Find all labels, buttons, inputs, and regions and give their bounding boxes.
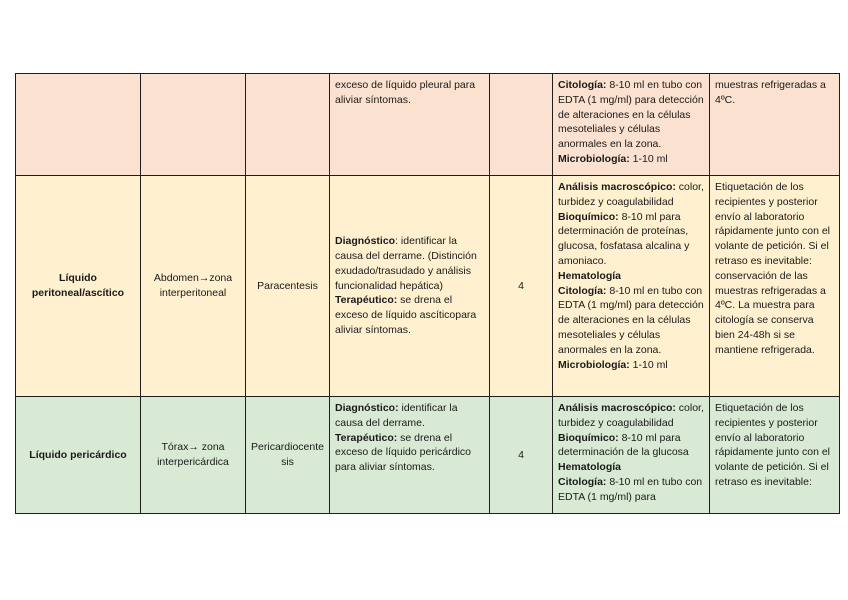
count-cell: 4	[490, 397, 553, 514]
purpose-cell	[330, 176, 490, 397]
location-cell: Tórax→ zona interpericárdica	[141, 397, 246, 514]
location-cell	[141, 74, 246, 176]
analysis-segment: Análisis macroscópico: color, turbidez y coagulabilidad	[558, 181, 704, 208]
fluid-name-cell: Líquido pericárdico	[16, 397, 141, 514]
analysis-segment: Análisis macroscópico: color, turbidez y coagulabilidad	[558, 402, 704, 429]
count-cell	[490, 74, 553, 176]
purpose-cell	[330, 74, 490, 176]
handling-cell: Etiquetación de los recipientes y posterior envío al laboratorio rápidamente junto con el volante de petición. Si el retraso es inevitable:	[710, 397, 840, 514]
purpose-segment: Terapéutico: se drena el exceso de líquido ascíticopara aliviar síntomas.	[335, 294, 477, 336]
purpose-segment: Diagnóstico: identificar la causa del derrame.	[335, 402, 458, 429]
analyses-cell	[553, 74, 710, 176]
analysis-segment: Microbiología: 1-10 ml	[558, 152, 668, 165]
analyses-cell	[553, 176, 710, 397]
purpose-segment: Terapéutico: se drena el exceso de líquido pericárdico para aliviar síntomas.	[335, 431, 471, 474]
technique-cell: Paracentesis	[246, 176, 330, 397]
analyses-cell	[553, 397, 710, 514]
table-row-peritoneal	[16, 176, 840, 397]
handling-cell: muestras refrigeradas a 4ºC.	[710, 74, 840, 176]
technique-cell: Pericardiocentesis	[246, 397, 330, 514]
purpose-segment: Diagnóstico: identificar la causa del derrame. (Distinción exudado/trasudado y análisis funcionalidad hepática)	[335, 235, 477, 292]
analysis-segment: Citología: 8-10 ml en tubo con EDTA (1 mg/ml) para detección de alteraciones en la células mesoteliales y células anormales en la zona.	[558, 284, 704, 356]
location-cell: Abdomen→zona interperitoneal	[141, 176, 246, 397]
analysis-segment: Hematología	[558, 269, 622, 282]
fluids-table	[15, 73, 840, 514]
table-row-pericardial	[16, 397, 840, 514]
fluid-name-cell	[16, 74, 141, 176]
purpose-cell	[330, 397, 490, 514]
table-row-pleural	[16, 74, 840, 176]
purpose-segment: exceso de líquido pleural para aliviar síntomas.	[335, 79, 476, 106]
technique-cell	[246, 74, 330, 176]
analysis-segment: Hematología	[558, 461, 622, 474]
analysis-segment: Bioquímico: 8-10 ml para determinación de proteínas, glucosa, fosfatasa alcalina y amoniaco.	[558, 210, 690, 267]
fluid-name-cell: Líquido peritoneal/ascítico	[16, 176, 141, 397]
analysis-segment: Citología: 8-10 ml en tubo con EDTA (1 mg/ml) para detección de alteraciones en la células mesoteliales y células anormales en la zona.	[558, 79, 704, 151]
analysis-segment: Citología: 8-10 ml en tubo con EDTA (1 mg/ml) para	[558, 475, 703, 503]
analysis-segment: Microbiología: 1-10 ml	[558, 358, 668, 371]
analysis-segment: Bioquímico: 8-10 ml para determinación de la glucosa	[558, 431, 689, 459]
handling-cell: Etiquetación de los recipientes y posterior envío al laboratorio rápidamente junto con el volante de petición. Si el retraso es inevitable: conservación de las muestras refrigeradas a 4ºC. La muestra para citología se conserva bien 24-48h si se mantiene refrigerada.	[710, 176, 840, 397]
count-cell: 4	[490, 176, 553, 397]
